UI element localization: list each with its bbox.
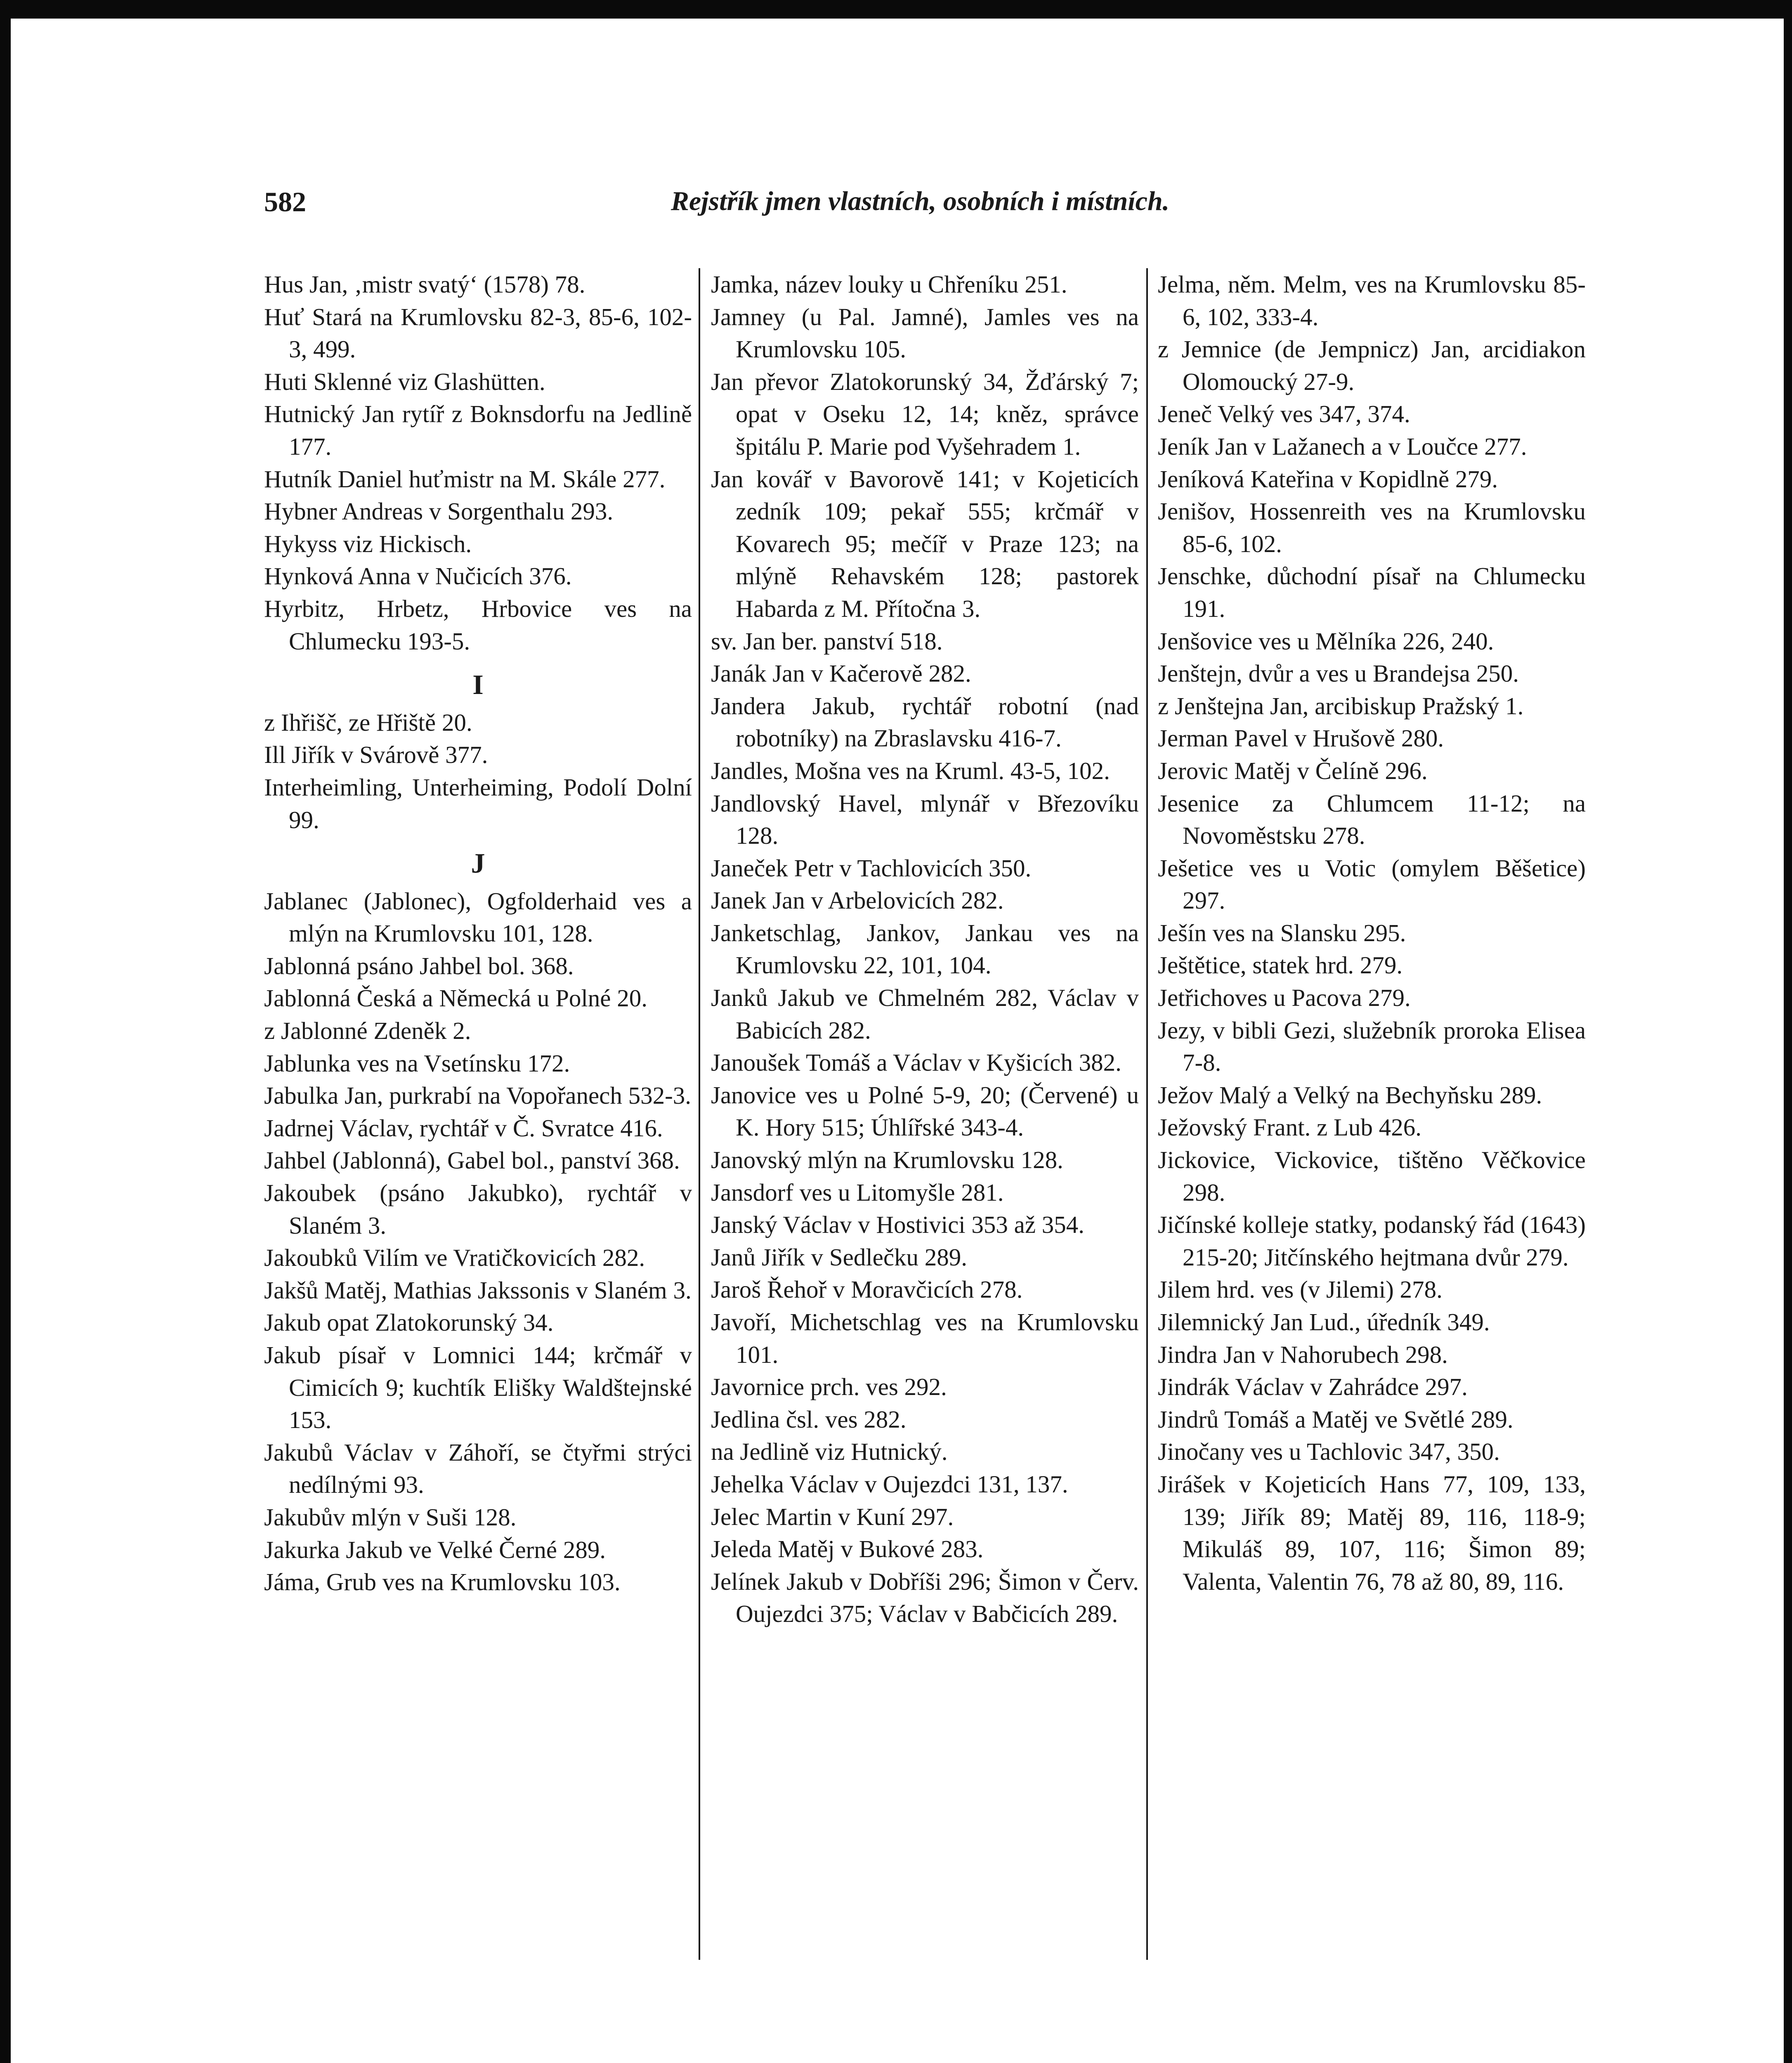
index-entry: Jeleda Matěj v Bukové 283.: [711, 1535, 984, 1563]
index-entry: Jakoubek (psáno Jakubko), rychtář v Slaném 3.: [264, 1179, 692, 1239]
section-letter: J: [471, 847, 485, 879]
column-rule: [699, 268, 700, 1960]
index-entry: Interheimling, Unterheiming, Podolí Dolní 99.: [264, 773, 692, 833]
index-entry: Jakub písař v Lomnici 144; krčmář v Cimicích 9; kuchtík Elišky Waldštejnské 153.: [264, 1341, 692, 1434]
index-entry: Jáma, Grub ves na Krumlovsku 103.: [264, 1568, 621, 1596]
index-entry: na Jedlině viz Hutnický.: [711, 1438, 948, 1466]
index-column-3: [1158, 268, 1586, 1598]
index-entry: Jezy, v bibli Gezi, služebník proroka Elisea 7-8.: [1158, 1016, 1586, 1076]
index-entry: Hyrbitz, Hrbetz, Hrbovice ves na Chlumecku 193-5.: [264, 595, 692, 655]
index-entry: Jilem hrd. ves (v Jilemi) 278.: [1158, 1276, 1443, 1303]
scan-border-right: [1784, 0, 1792, 2063]
index-entry: Jablonná Česká a Německá u Polné 20.: [264, 984, 647, 1012]
index-entry: Jetřichoves u Pacova 279.: [1158, 984, 1411, 1012]
index-entry: Ještětice, statek hrd. 279.: [1158, 951, 1403, 979]
index-entry: Ježov Malý a Velký na Bechyňsku 289.: [1158, 1081, 1542, 1109]
scan-border-top: [0, 0, 1792, 19]
index-entry: Ješín ves na Slansku 295.: [1158, 919, 1406, 947]
index-entry: Ill Jiřík v Svárově 377.: [264, 741, 488, 769]
index-entry: Janů Jiřík v Sedlečku 289.: [711, 1243, 968, 1271]
column-rule: [1146, 268, 1148, 1960]
index-entry: Jakurka Jakub ve Velké Černé 289.: [264, 1536, 606, 1563]
index-entry: Hus Jan, ‚mistr svatý‘ (1578) 78.: [264, 271, 586, 298]
index-entry: Jerman Pavel v Hrušově 280.: [1158, 725, 1444, 752]
index-entry: Jablonná psáno Jahbel bol. 368.: [264, 952, 574, 980]
index-entry: Jehelka Václav v Oujezdci 131, 137.: [711, 1470, 1068, 1498]
index-entry: Jeník Jan v Lažanech a v Loučce 277.: [1158, 432, 1527, 460]
index-entry: Jabulka Jan, purkrabí na Vopořanech 532-3.: [264, 1082, 691, 1109]
index-entry: Hybner Andreas v Sorgenthalu 293.: [264, 498, 614, 525]
index-entry: Jablanec (Jablonec), Ogfolderhaid ves a mlýn na Krumlovsku 101, 128.: [264, 887, 692, 947]
index-entry: z Jenštejna Jan, arcibiskup Pražský 1.: [1158, 692, 1524, 720]
index-entry: Jandles, Mošna ves na Kruml. 43-5, 102.: [711, 757, 1110, 784]
index-entry: Jičínské kolleje statky, podanský řád (1643) 215-20; Jitčínského hejtmana dvůr 279.: [1158, 1211, 1586, 1271]
index-column-1: [264, 268, 692, 1598]
index-entry: Ješetice ves u Votic (omylem Běšetice) 297.: [1158, 854, 1586, 914]
index-entry: z Jablonné Zdeněk 2.: [264, 1017, 471, 1045]
index-entry: Jindrů Tomáš a Matěj ve Světlé 289.: [1158, 1405, 1513, 1433]
index-entry: z Jemnice (de Jempnicz) Jan, arcidiakon Olomoucký 27-9.: [1158, 335, 1586, 395]
index-entry: Javornice prch. ves 292.: [711, 1373, 947, 1401]
index-column-2: [711, 268, 1139, 1630]
index-entry: Ježovský Frant. z Lub 426.: [1158, 1114, 1422, 1141]
index-entry: Janků Jakub ve Chmelném 282, Václav v Babicích 282.: [711, 984, 1139, 1044]
index-entry: Jinočany ves u Tachlovic 347, 350.: [1158, 1438, 1500, 1466]
index-entry: Hutnický Jan rytíř z Boknsdorfu na Jedlině 177.: [264, 400, 692, 460]
index-entry: Jeníková Kateřina v Kopidlně 279.: [1158, 465, 1498, 493]
index-entry: Jenšovice ves u Mělníka 226, 240.: [1158, 627, 1494, 655]
index-entry: Jansdorf ves u Litomyšle 281.: [711, 1178, 1004, 1206]
page-header: [0, 186, 1792, 235]
index-entry: Jaroš Řehoř v Moravčicích 278.: [711, 1276, 1023, 1303]
index-entry: Janketschlag, Jankov, Jankau ves na Krumlovsku 22, 101, 104.: [711, 919, 1139, 979]
index-entry: Jakoubků Vilím ve Vratičkovicích 282.: [264, 1244, 645, 1272]
index-entry: Jakub opat Zlatokorunský 34.: [264, 1309, 554, 1336]
index-entry: z Ihřišč, ze Hřiště 20.: [264, 708, 472, 736]
page-number: 582: [264, 186, 306, 217]
index-entry: Jindra Jan v Nahorubech 298.: [1158, 1341, 1448, 1368]
index-entry: sv. Jan ber. panství 518.: [711, 627, 943, 655]
index-entry: Janák Jan v Kačerově 282.: [711, 660, 971, 687]
index-entry: Jan kovář v Bavorově 141; v Kojeticích zedník 109; pekař 555; krčmář v Kovarech 95; mečíř v Praze 123; na mlýně Rehavském 128; pastorek Habarda z M. Přítočna 3.: [711, 465, 1139, 622]
index-entry: Janský Václav v Hostivici 353 až 354.: [711, 1211, 1085, 1239]
index-entry: Huti Sklenné viz Glashütten.: [264, 368, 545, 395]
index-entry: Jeneč Velký ves 347, 374.: [1158, 400, 1410, 428]
index-entry: Jirášek v Kojeticích Hans 77, 109, 133, 139; Jiřík 89; Matěj 89, 116, 118-9; Mikuláš 89, 107, 116; Šimon 89; Valenta, Valentin 76, 78 až 80, 89, 116.: [1158, 1470, 1586, 1595]
index-entry: Jablunka ves na Vsetínsku 172.: [264, 1049, 570, 1077]
index-entry: Jandlovský Havel, mlynář v Březovíku 128.: [711, 789, 1139, 850]
running-title: Rejstřík jmen vlastních, osobních i místních.: [671, 186, 1170, 216]
index-entry: Jenišov, Hossenreith ves na Krumlovsku 85-6, 102.: [1158, 498, 1586, 557]
index-entry: Jesenice za Chlumcem 11-12; na Novoměstsku 278.: [1158, 789, 1586, 850]
index-entry: Hykyss viz Hickisch.: [264, 530, 472, 557]
index-entry: Jelma, něm. Melm, ves na Krumlovsku 85-6, 102, 333-4.: [1158, 271, 1586, 330]
index-entry: Jindrák Václav v Zahrádce 297.: [1158, 1373, 1468, 1401]
index-entry: Jandera Jakub, rychtář robotní (nad robotníky) na Zbraslavsku 416-7.: [711, 692, 1139, 752]
index-entry: Jan převor Zlatokorunský 34, Žďárský 7; opat v Oseku 12, 14; kněz, správce špitálu P. Marie pod Vyšehradem 1.: [711, 368, 1139, 460]
index-entry: Hutník Daniel huťmistr na M. Skále 277.: [264, 465, 666, 493]
index-entry: Jilemnický Jan Lud., úředník 349.: [1158, 1308, 1490, 1336]
index-entry: Jickovice, Vickovice, tištěno Věčkovice 298.: [1158, 1146, 1586, 1206]
section-letter: I: [472, 669, 484, 701]
index-entry: Jamney (u Pal. Jamné), Jamles ves na Krumlovsku 105.: [711, 303, 1139, 363]
index-entry: Janoušek Tomáš a Václav v Kyšicích 382.: [711, 1049, 1121, 1076]
index-entry: Jelínek Jakub v Dobříši 296; Šimon v Červ. Oujezdci 375; Václav v Babčicích 289.: [711, 1567, 1139, 1628]
index-entry: Jerovic Matěj v Čelíně 296.: [1158, 757, 1428, 784]
index-entry: Jelec Martin v Kuní 297.: [711, 1503, 954, 1530]
index-entry: Janovice ves u Polné 5-9, 20; (Červené) u K. Hory 515; Úhlířské 343-4.: [711, 1081, 1139, 1141]
index-entry: Jakubův mlýn v Suši 128.: [264, 1503, 517, 1531]
index-entry: Janeček Petr v Tachlovicích 350.: [711, 854, 1032, 882]
index-entry: Jakšů Matěj, Mathias Jakssonis v Slaném 3.: [264, 1276, 692, 1304]
index-entry: Jedlina čsl. ves 282.: [711, 1405, 907, 1433]
index-entry: Jahbel (Jablonná), Gabel bol., panství 368.: [264, 1147, 680, 1174]
index-entry: Janek Jan v Arbelovicích 282.: [711, 887, 1004, 914]
index-entry: Jenschke, důchodní písař na Chlumecku 191.: [1158, 562, 1586, 622]
index-entry: Huť Stará na Krumlovsku 82-3, 85-6, 102-3, 499.: [264, 303, 692, 363]
index-entry: Jenštejn, dvůr a ves u Brandejsa 250.: [1158, 660, 1519, 687]
index-entry: Hynková Anna v Nučicích 376.: [264, 562, 572, 590]
index-entry: Jamka, název louky u Chřeníku 251.: [711, 271, 1067, 298]
scan-border-left: [0, 0, 11, 2063]
index-entry: Jadrnej Václav, rychtář v Č. Svratce 416.: [264, 1114, 663, 1142]
index-entry: Janovský mlýn na Krumlovsku 128.: [711, 1146, 1063, 1174]
index-entry: Javoří, Michetschlag ves na Krumlovsku 101.: [711, 1308, 1139, 1368]
index-entry: Jakubů Václav v Záhoří, se čtyřmi strýci nedílnými 93.: [264, 1438, 692, 1499]
